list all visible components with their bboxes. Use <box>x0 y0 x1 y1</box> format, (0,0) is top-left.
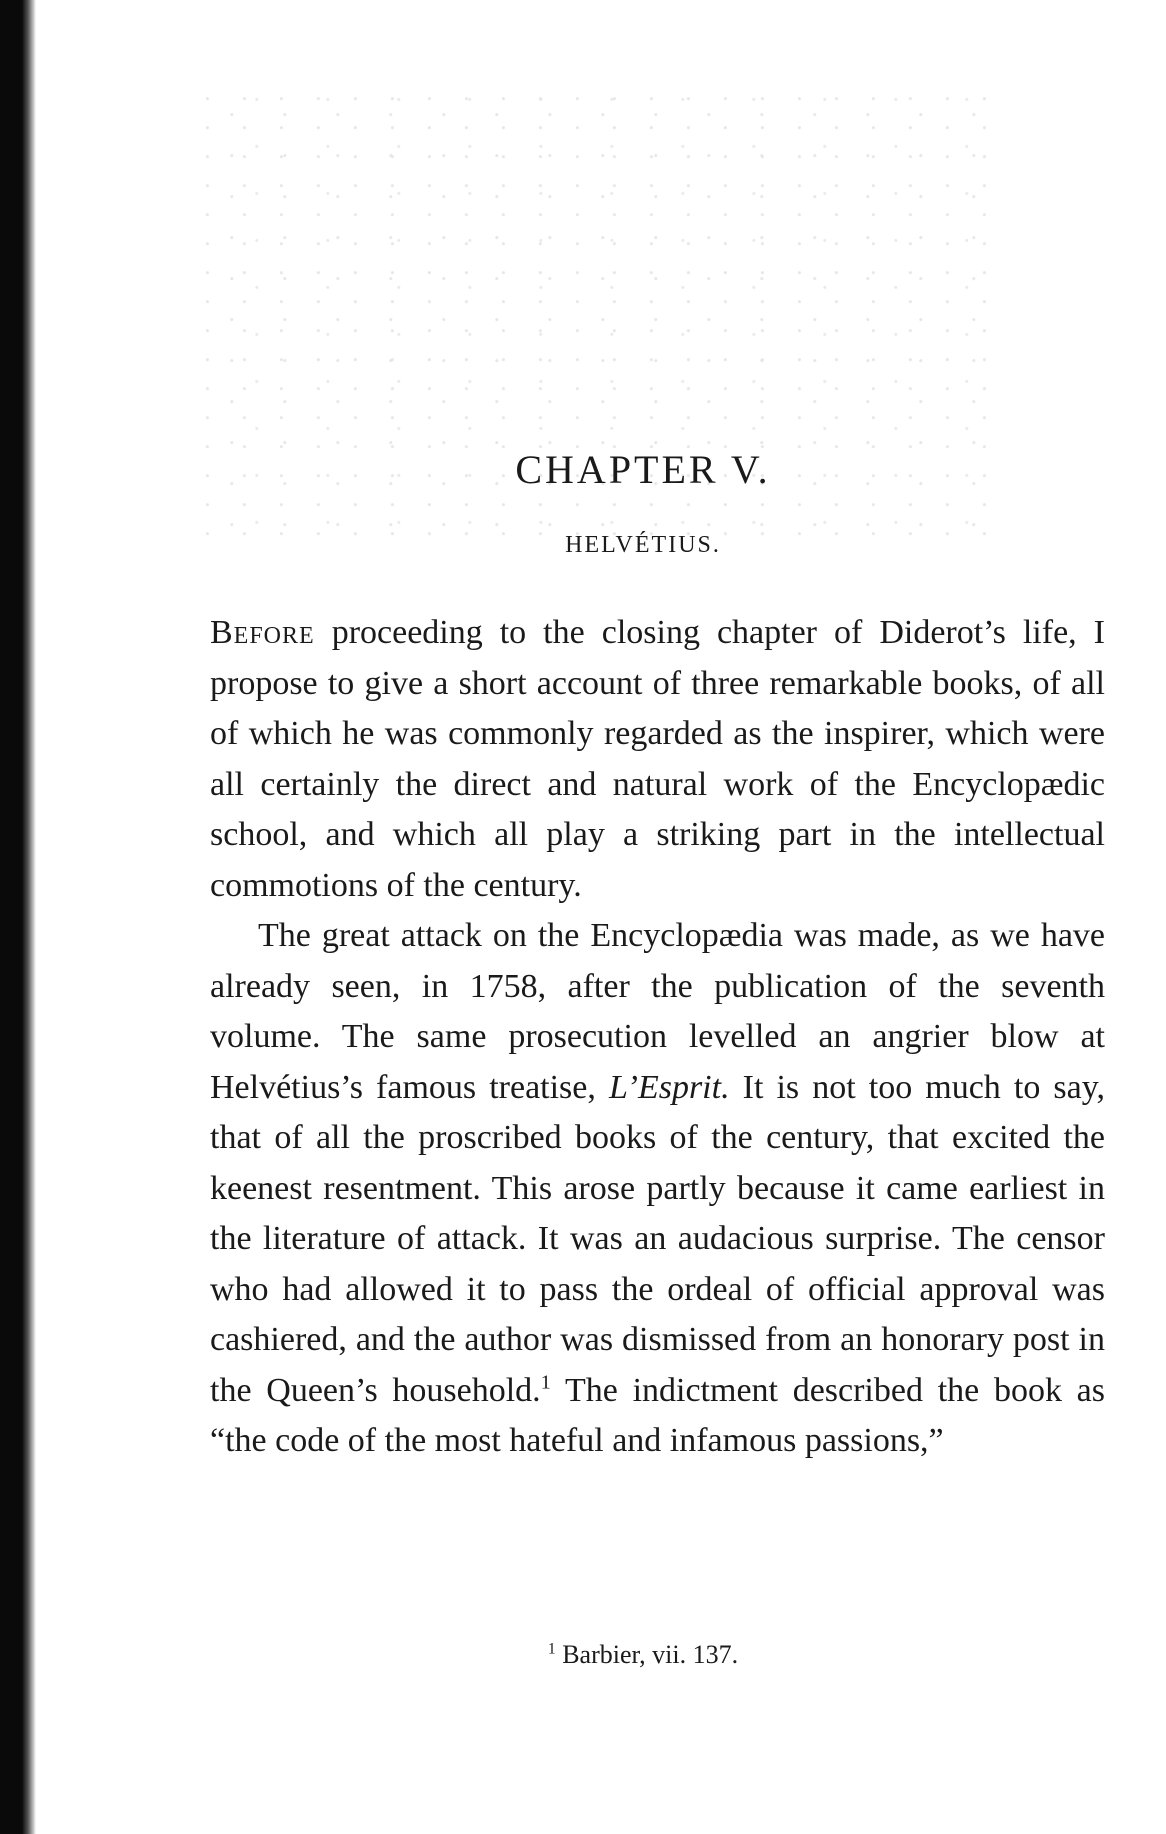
footnote-reference: 1 <box>540 1371 551 1394</box>
binding-edge <box>0 0 36 1834</box>
book-title: L’Esprit. <box>608 1068 730 1106</box>
paragraph-2-text-b: It is not too much to say, that of all the proscribed books of the century, that excited the keenest resentment. This arose partly because it came earliest in the literature of attack. It was an audacious surprise. The censor who had allowed it to pass the ordeal of official approval was cashiered, and the author was dismissed from an honorary post in the Queen’s household. <box>210 1068 1106 1409</box>
footnote-marker: 1 <box>547 1640 556 1658</box>
chapter-subtitle: HELVÉTIUS. <box>565 532 721 558</box>
paragraph-1-text: proceeding to the closing chapter of Diderot’s life, I propose to give a short account of three remarkable books, of all of which he was commonly regarded as the inspirer, which were all certainly the direct and natural work of the Encyclopædic school, and which all play a striking part in the intellectual commotions of the century. <box>210 614 1105 904</box>
paragraph-2-text-a: The great attack on the Encyclopædia was made, as we have already seen, in 1758, after the publication of the seventh volume. The same prosecution levelled an angrier blow at Helvétius’s famous treatise, <box>210 917 1105 1106</box>
body-text <box>210 608 1105 1467</box>
paragraph-2-text-c: The indictment described the book as “the code of the most hateful and infamous passions,” <box>210 1371 1106 1459</box>
chapter-title: CHAPTER V. <box>515 447 771 492</box>
paragraph-2 <box>210 911 1105 1467</box>
paragraph-1 <box>210 608 1105 911</box>
drop-word: Before <box>210 614 315 651</box>
footnote-text: Barbier, vii. 137. <box>555 1640 739 1669</box>
footnote <box>0 1640 1166 1670</box>
